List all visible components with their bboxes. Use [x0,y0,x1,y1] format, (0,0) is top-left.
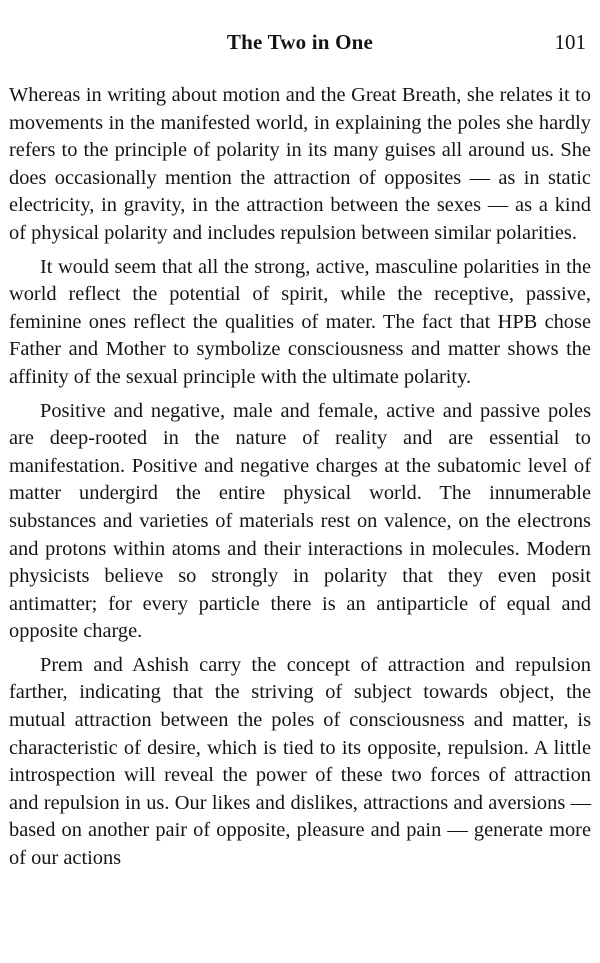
chapter-title: The Two in One [226,30,374,54]
paragraph: Positive and negative, male and female, active and passive poles are deep-rooted in the nature of reality and are essential to manifestation. Positive and negative charges at the subatomic level of matter undergird the entire physical world. The innumerable substances and varieties of materials rest on valence, on the electrons and protons within atoms and their interactions in molecules. Modern physicists believe so strongly in polarity that they even posit antimatter; for every particle there is an antiparticle of equal and opposite charge. [9,399,591,643]
paragraph: Prem and Ashish carry the concept of attraction and repulsion farther, indicating that the striving of subject towards object, the mutual attraction between the poles of consciousness and matter, is characteristic of desire, which is tied to its opposite, repulsion. A little introspection will reveal the power of these two forces of attraction and repulsion in us. Our likes and dislikes, attractions and aversions — based on another pair of opposite, pleasure and pain — generate more of our actions [9,653,591,870]
page-number: 101 [554,30,586,54]
paragraph: Whereas in writing about motion and the Great Breath, she relates it to movements in the manifested world, in explaining the poles she hardly refers to the principle of polarity in its many guises all around us. She does occasionally mention the attraction of opposites — as in static electricity, in gravity, in the attraction between the sexes — as a kind of physical polarity and includes repulsion between similar polarities. [9,84,591,244]
paragraph: It would seem that all the strong, active, masculine polarities in the world reflect the potential of spirit, while the receptive, passive, feminine ones reflect the qualities of mater. The fact that HPB chose Father and Mother to symbolize consciousness and matter shows the affinity of the sexual principle with the ultimate polarity. [9,255,591,388]
running-header [0,28,600,58]
body-text [9,82,591,873]
